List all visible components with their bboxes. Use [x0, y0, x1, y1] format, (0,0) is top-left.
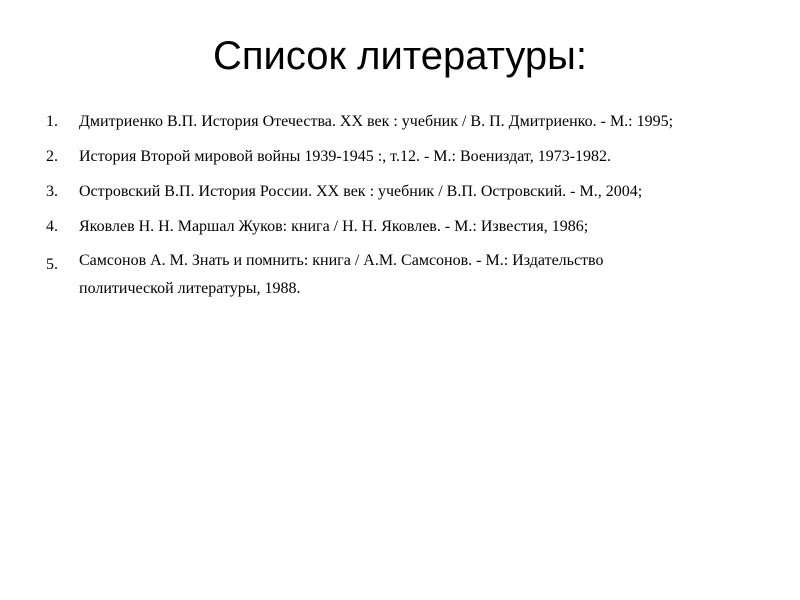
- reference-item: [46, 111, 766, 132]
- reference-number: 2.: [46, 148, 58, 165]
- reference-item: [46, 146, 766, 167]
- reference-text: Самсонов А. М. Знать и помнить: книга / А.М. Самсонов. - М.: Издательство политической литературы, 1988.: [79, 252, 604, 297]
- reference-number: 4.: [46, 218, 58, 235]
- reference-text: Островский В.П. История России. XX век : учебник / В.П. Островский. - М., 2004;: [79, 183, 643, 200]
- reference-item: [46, 181, 766, 202]
- reference-number: 5.: [46, 256, 58, 273]
- reference-list: [46, 111, 766, 317]
- reference-text: Дмитриенко В.П. История Отечества. XX век : учебник / В. П. Дмитриенко. - М.: 1995;: [79, 113, 674, 130]
- reference-number: 3.: [46, 183, 58, 200]
- reference-text: Яковлев Н. Н. Маршал Жуков: книга / Н. Н. Яковлев. - М.: Известия, 1986;: [79, 218, 589, 235]
- reference-number: 1.: [46, 113, 58, 130]
- slide-title: Список литературы:: [212, 34, 588, 78]
- reference-text: История Второй мировой войны 1939-1945 :, т.12. - М.: Воениздат, 1973-1982.: [79, 148, 612, 165]
- reference-item: [46, 247, 766, 303]
- reference-item: [46, 216, 766, 237]
